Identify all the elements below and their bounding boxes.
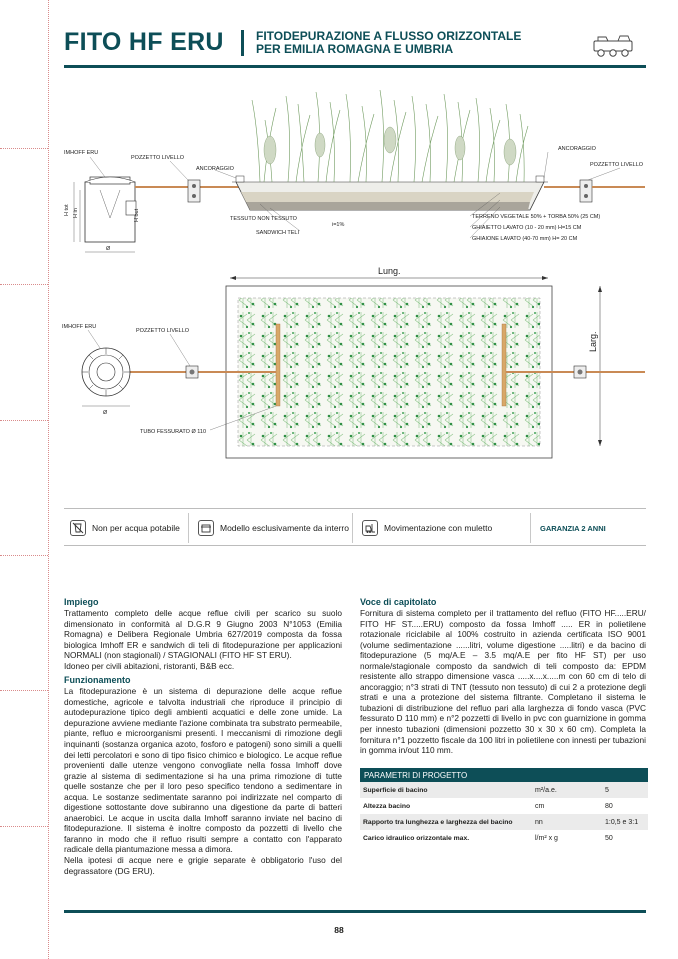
subtitle-line-2: PER EMILIA ROMAGNA E UMBRIA (256, 42, 454, 56)
subtitle-line-1: FITODEPURAZIONE A FLUSSO ORIZZONTALE (256, 29, 522, 43)
label-imhoff-section: IMHOFF ERU (64, 150, 99, 156)
impiego-body-2: Idoneo per civili abitazioni, ristoranti, B&B ecc. (64, 660, 235, 671)
label-tessuto: TESSUTO NON TESSUTO (230, 216, 297, 222)
left-text-column (64, 597, 342, 876)
dim-diameter-plan: Ø (103, 410, 108, 416)
left-margin-dotted-line (48, 0, 49, 959)
funzionamento-heading: Funzionamento (64, 675, 131, 686)
param-value: 1:0,5 e 3:1 (605, 818, 639, 826)
voce-body: Fornitura di sistema completo per il trattamento del refluo (FITO HF.....ERU/ FITO HF ST.....ERU) composto da fossa Imhoff ..... ER in polietilene rotazionale riciclabile al 100% costruito in azienda certificata ISO 9001 (volume sedimentazione ......litri, volume digestione .....litri) e da bacino di fitodepurazione (5 mq/A.E – 3.5 mq/A.E per fito HF ST) per uso normale/stagionale composto da sandwich di teli composto da: EPDM resistente allo strappo dimensione vasca .....x....x.....m con 60 cm di telo di ancoraggio; n°3 strati di TNT (tessuto non tessuto) di cui 2 a protezione degli strati e una a protezione del sistema filtrante. Completano il sistema le tubazioni di distribuzione del refluo pari alla larghezza di fondo vasca (PVC fessurato D 110 mm) e n°2 pozzetti di livello in pvc con guarnizione in gomma per innesto tubazioni (dimensioni pozzetto 30 x 30 x 60 cm). Completa la fornitura n°1 pozzetto fiscale da 100 litri in polietilene con innesti per tubazioni in gomma in/out 110 mm. (360, 608, 646, 756)
guarantee-badge: GARANZIA 2 ANNI (540, 524, 606, 533)
header-rule (64, 65, 646, 68)
label-larg: Larg. (588, 331, 598, 352)
divider (352, 513, 353, 543)
label-pozzetto-left: POZZETTO LIVELLO (131, 155, 185, 161)
impiego-heading: Impiego (64, 597, 99, 607)
param-value: 80 (605, 802, 613, 810)
table-row (360, 782, 648, 798)
level-well-right (580, 180, 592, 202)
level-well-left (188, 180, 200, 202)
param-label: Altezza bacino (363, 802, 411, 810)
forklift-icon (362, 520, 378, 536)
margin-tick (0, 690, 48, 691)
margin-tick (0, 826, 48, 827)
slotted-pipe-right (502, 324, 506, 406)
section-view (64, 90, 645, 252)
title-separator (241, 30, 244, 56)
label-ghiaione: GHIAIONE LAVATO (40-70 mm) H= 20 CM (472, 236, 578, 242)
margin-tick (0, 284, 48, 285)
margin-tick (0, 148, 48, 149)
divider (530, 513, 531, 543)
label-imhoff-plan: IMHOFF ERU (62, 324, 97, 330)
vegetation-plan (238, 298, 540, 446)
feature-non-potable-label: Non per acqua potabile (92, 523, 180, 533)
margin-tick (0, 420, 48, 421)
label-ancoraggio-right: ANCORAGGIO (558, 146, 596, 152)
label-pozzetto-right: POZZETTO LIVELLO (590, 162, 644, 168)
label-ancoraggio-left: ANCORAGGIO (196, 166, 234, 172)
divider (188, 513, 189, 543)
label-sandwich: SANDWICH TELI (256, 230, 299, 236)
dim-h-in: H in (73, 208, 79, 218)
features-icons-row (64, 508, 646, 546)
param-unit: l/m² x g (535, 834, 558, 842)
margin-tick (0, 555, 48, 556)
feature-underground (198, 520, 349, 536)
dim-h-tot: H tot (64, 204, 70, 216)
voce-heading: Voce di capitolato (360, 597, 437, 607)
right-text-column (360, 597, 646, 756)
label-pozzetto-plan: POZZETTO LIVELLO (136, 328, 190, 334)
param-label: Carico idraulico orizzontale max. (363, 834, 470, 842)
table-row (360, 814, 648, 830)
dim-h-out: H out (134, 208, 140, 222)
footer-rule (64, 910, 646, 913)
slotted-pipe-left (276, 324, 280, 406)
truck-logo-icon (588, 33, 640, 59)
param-unit: m²/a.e. (535, 786, 557, 794)
feature-non-potable (70, 520, 180, 536)
param-unit: nn (535, 818, 543, 826)
label-slope: i=1% (332, 222, 345, 228)
label-terreno: TERRENO VEGETALE 50% + TORBA 50% (25 CM) (472, 214, 601, 220)
page-number: 88 (334, 925, 344, 935)
dim-diameter-section: Ø (106, 246, 111, 252)
params-rows (360, 782, 648, 846)
feature-underground-label: Modello esclusivamente da interro (220, 523, 349, 533)
param-unit: cm (535, 802, 545, 810)
impiego-body: Trattamento completo delle acque reflue civili per scarico su suolo dimensionato in conformità al D.G.R 9 Giugno 2003 N°1053 (Emilia Romagna) e Delibera Regionale Umbria 627/2019 composta da fossa biologica Imhoff ER e sandwich di teli di fitodepurazione per applicazioni NORMALI (non stagionali) / STAGIONALI (FITO HF ST ERU). (64, 608, 342, 661)
funzionamento-body-2: Nella ipotesi di acque nere e grigie separate è obbligatorio l'uso del degrassatore (DG ERU). (64, 855, 342, 876)
param-label: Superficie di bacino (363, 786, 428, 794)
table-row (360, 798, 648, 814)
underground-tank-icon (198, 520, 214, 536)
table-row (360, 830, 648, 846)
param-value: 5 (605, 786, 609, 794)
param-label: Rapporto tra lunghezza e larghezza del bacino (363, 818, 513, 826)
feature-forklift-label: Movimentazione con muletto (384, 523, 493, 533)
design-parameters-table (360, 768, 648, 846)
no-drinking-water-icon (70, 520, 86, 536)
param-value: 50 (605, 834, 613, 842)
technical-drawing (60, 90, 650, 470)
params-heading: PARAMETRI DI PROGETTO (360, 768, 648, 782)
funzionamento-body: La fitodepurazione è un sistema di depurazione delle acque reflue domestiche, agricole e talvolta industriali che riproduce il principio di autodepurazione tipico degli ambienti acquatici e delle zone umide. La depurazione avviene mediante l'azione combinata tra substrato permeabile, piante, refluo e microorganismi presenti. I meccanismi di rimozione degli inquinanti (sostanza organica azoto, fosforo e patogeni) sono simili a quelli dei letti percolatori e sono di tipo fisico chimico e biologico. Le acque reflue provenienti dalle utenze vengono convogliate nella fossa Imhoff dove grazie al sistema di sedimentazione si ha una prima rimozione di tutte quelle sostanze che per il loro peso specifico tendono a sedimentare in acqua. Le sostanze sedimentate saranno poi indirizzate nel comparto di digestione sottostante dove subiranno una digestione da parte di batteri anaerobici. Le acque in uscita dalla Imhoff saranno inviate nel bacino di fitodepurazione. Il sistema è inoltre composto da pozzetti di livello che faranno in modo che il refluo risulti sempre a contatto con l'apparato radicale della piantumazione messa a dimora. (64, 686, 342, 855)
plan-view (62, 266, 645, 458)
page-subtitle (256, 30, 521, 56)
label-lung: Lung. (378, 266, 401, 276)
label-tubo: TUBO FESSURATO Ø 110 (140, 429, 207, 435)
page-title: FITO HF ERU (64, 28, 224, 56)
feature-forklift (362, 520, 492, 536)
label-ghiaietto: GHIAIETTO LAVATO (10 - 20 mm) H=15 CM (472, 225, 582, 231)
